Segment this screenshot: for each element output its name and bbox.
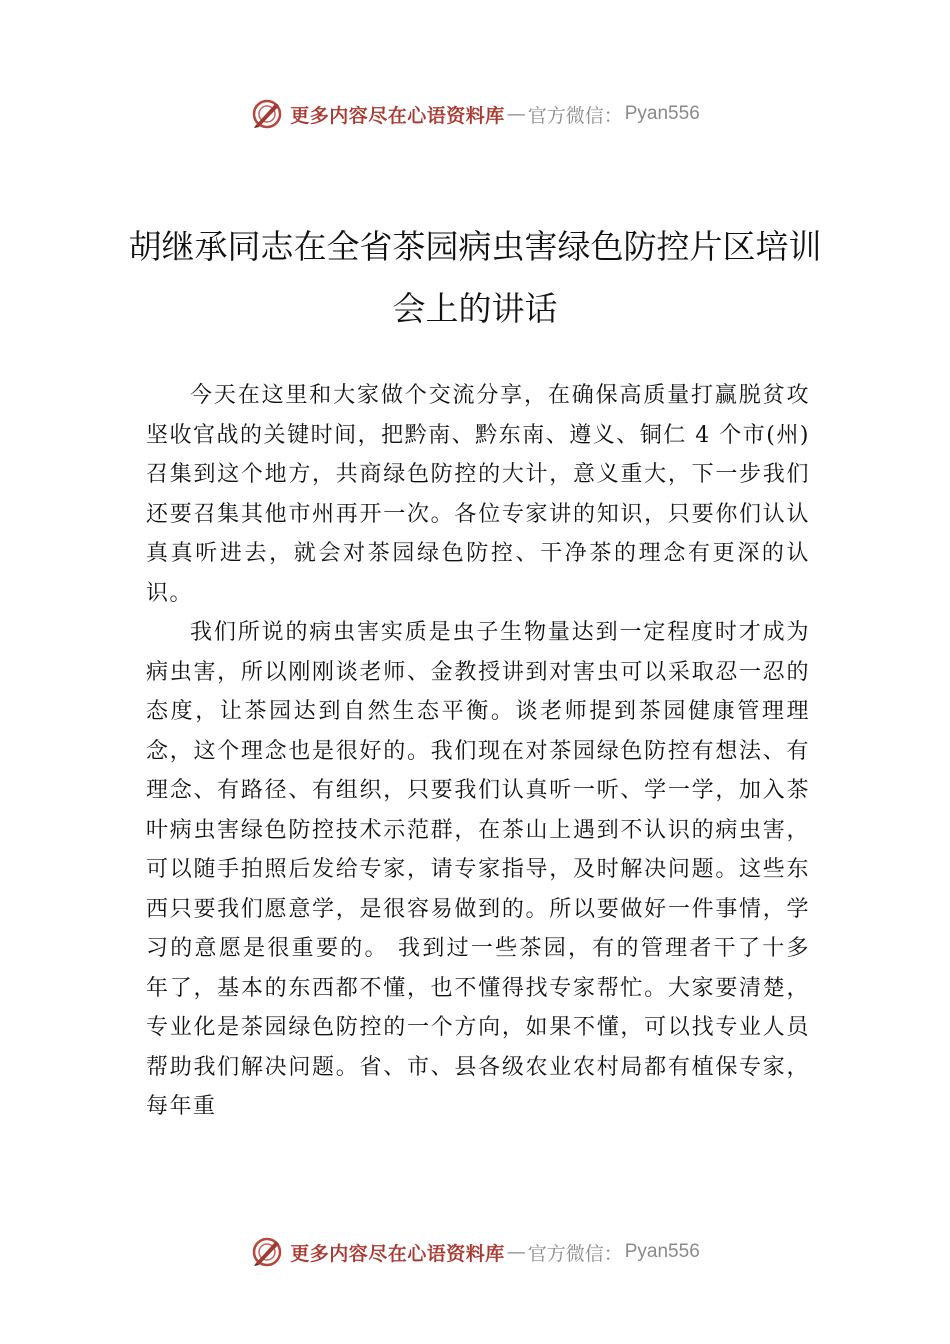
document-title: 胡继承同志在全省茶园病虫害绿色防控片区培训会上的讲话 [128,227,822,328]
banner-contact-label: 官方微信： [527,104,623,127]
banner-label: 更多内容尽在心语资料库 [290,104,505,127]
banner-separator: — [506,1241,526,1263]
banner-contact-value: Pyan556 [624,1241,700,1262]
paragraph: 今天在这里和大家做个交流分享，在确保高质量打赢脱贫攻坚收官战的关键时间，把黔南、黔东南、遵义、铜仁 4 个市(州)召集到这个地方，共商绿色防控的大计，意义重大，下一步我们还要召集其他市州再开一次。各位专家讲的知识，只要你们认认真真听进去，就会对茶园绿色防控、干净茶的理念有更深的认识。 [146,383,810,606]
banner-separator: — [506,103,526,125]
banner-label: 更多内容尽在心语资料库 [290,1242,505,1265]
paragraph: 我们所说的病虫害实质是虫子生物量达到一定程度时才成为病虫害，所以刚刚谈老师、金教授讲到对害虫可以采取忍一忍的态度，让茶园达到自然生态平衡。谈老师提到茶园健康管理理念，这个理念也是很好的。我们现在对茶园绿色防控有想法、有理念、有路径、有组织，只要我们认真听一听、学一学，加入茶叶病虫害绿色防控技术示范群，在茶山上遇到不认识的病虫害，可以随手拍照后发给专家，请专家指导，及时解决问题。这些东西只要我们愿意学，是很容易做到的。所以要做好一件事情，学习的意愿是很重要的。 我到过一些茶园，有的管理者干了十多年了，基本的东西都不懂，也不懂得找专家帮忙。大家要清楚，专业化是茶园绿色防控的一个方向，如果不懂，可以找专业人员帮助我们解决问题。省、市、县各级农业农村局都有植保专家，每年重 [146,620,810,1119]
header-banner [0,94,950,134]
footer-banner [0,1232,950,1272]
banner-contact-label: 官方微信： [527,1242,623,1265]
document-body [146,376,810,1127]
brush-logo-icon [250,1235,284,1269]
brush-logo-icon [250,97,284,131]
banner-contact-value: Pyan556 [624,103,700,124]
